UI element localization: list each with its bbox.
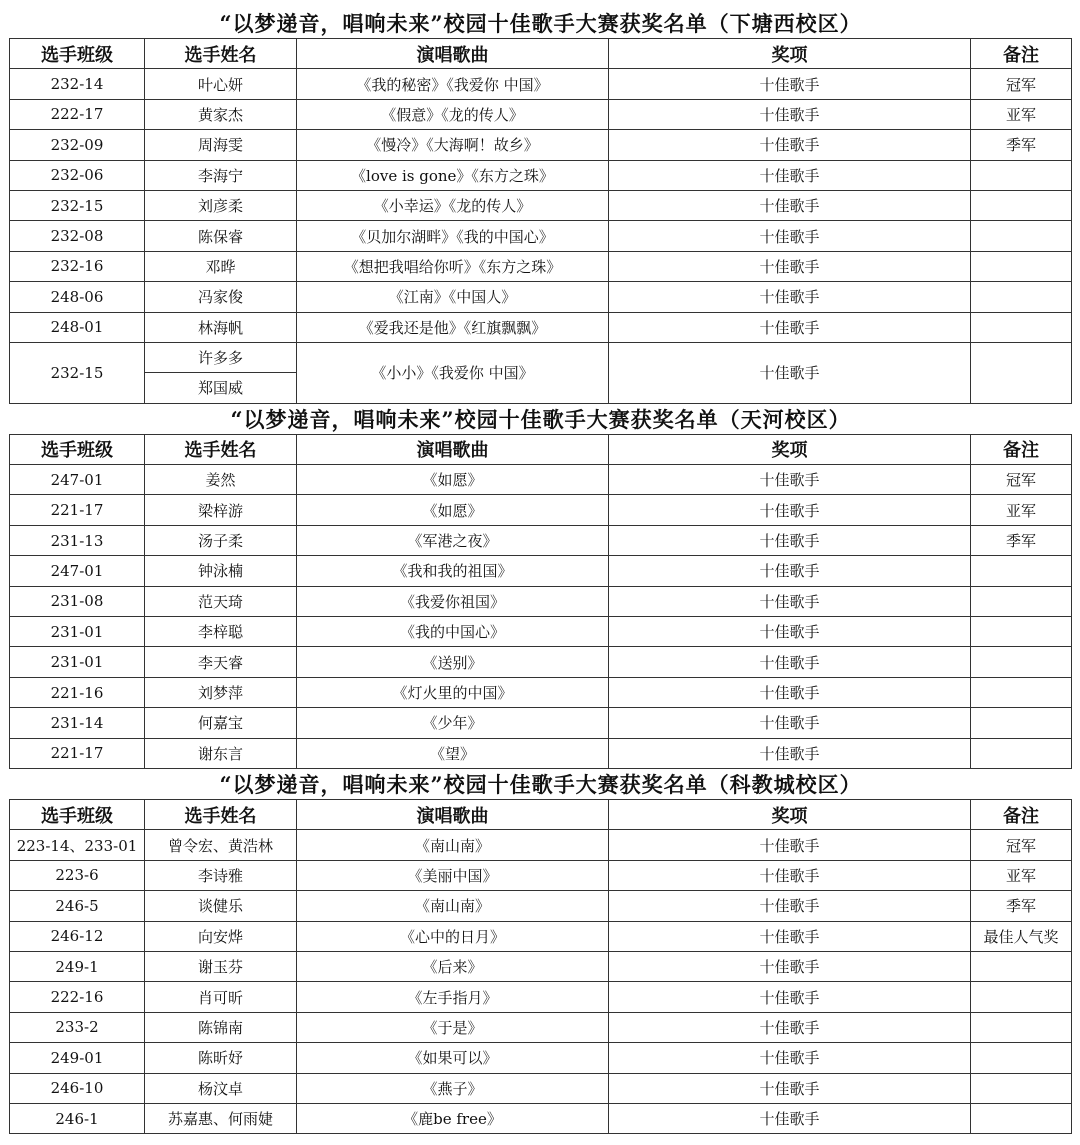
cell-songs: 《想把我唱给你听》《东方之珠》 [297, 251, 609, 281]
cell-name: 黄家杰 [145, 99, 297, 129]
cell-name: 陈保睿 [145, 221, 297, 251]
cell-note [971, 677, 1072, 707]
cell-class: 232-14 [10, 69, 145, 99]
cell-songs: 《灯火里的中国》 [297, 677, 609, 707]
cell-songs: 《我的秘密》《我爱你 中国》 [297, 69, 609, 99]
cell-class: 232-08 [10, 221, 145, 251]
table-row [10, 251, 1072, 281]
cell-songs: 《小幸运》《龙的传人》 [297, 190, 609, 220]
cell-note [971, 1012, 1072, 1042]
cell-award: 十佳歌手 [609, 190, 971, 220]
cell-note [971, 190, 1072, 220]
column-header-name: 选手姓名 [145, 39, 297, 69]
cell-class: 247-01 [10, 556, 145, 586]
cell-class: 221-16 [10, 677, 145, 707]
table-row [10, 951, 1072, 981]
cell-songs: 《南山南》 [297, 830, 609, 860]
cell-class: 223-6 [10, 860, 145, 890]
table-row [10, 1043, 1072, 1073]
cell-note [971, 282, 1072, 312]
cell-class: 232-15 [10, 342, 145, 403]
cell-note [971, 1043, 1072, 1073]
cell-award: 十佳歌手 [609, 708, 971, 738]
cell-award: 十佳歌手 [609, 69, 971, 99]
cell-class: 247-01 [10, 465, 145, 495]
cell-note [971, 1073, 1072, 1103]
section-title: “以梦递音，唱响未来”校园十佳歌手大赛获奖名单（下塘西校区） [10, 8, 1072, 39]
cell-award: 十佳歌手 [609, 1103, 971, 1133]
award-table-body [10, 8, 1072, 1134]
cell-note [971, 160, 1072, 190]
cell-class: 232-09 [10, 130, 145, 160]
cell-name: 向安烨 [145, 921, 297, 951]
cell-class: 233-2 [10, 1012, 145, 1042]
cell-note: 冠军 [971, 69, 1072, 99]
cell-award: 十佳歌手 [609, 525, 971, 555]
table-row [10, 1012, 1072, 1042]
cell-award: 十佳歌手 [609, 860, 971, 890]
cell-award: 十佳歌手 [609, 312, 971, 342]
column-header-songs: 演唱歌曲 [297, 39, 609, 69]
table-row [10, 921, 1072, 951]
cell-name: 谢玉芬 [145, 951, 297, 981]
cell-class: 231-01 [10, 617, 145, 647]
table-row [10, 586, 1072, 616]
cell-note: 冠军 [971, 830, 1072, 860]
column-header-class: 选手班级 [10, 799, 145, 829]
cell-note: 冠军 [971, 465, 1072, 495]
cell-name: 钟泳楠 [145, 556, 297, 586]
cell-class: 246-12 [10, 921, 145, 951]
table-row [10, 738, 1072, 768]
cell-songs: 《小小》《我爱你 中国》 [297, 342, 609, 403]
cell-note: 季军 [971, 525, 1072, 555]
cell-songs: 《假意》《龙的传人》 [297, 99, 609, 129]
cell-award: 十佳歌手 [609, 556, 971, 586]
table-row [10, 130, 1072, 160]
column-header-note: 备注 [971, 434, 1072, 464]
cell-award: 十佳歌手 [609, 99, 971, 129]
section-title-row [10, 768, 1072, 799]
cell-songs: 《我和我的祖国》 [297, 556, 609, 586]
table-row [10, 69, 1072, 99]
cell-class: 232-06 [10, 160, 145, 190]
cell-class: 222-16 [10, 982, 145, 1012]
cell-note [971, 586, 1072, 616]
cell-note [971, 617, 1072, 647]
cell-class: 221-17 [10, 738, 145, 768]
cell-songs: 《鹿be free》 [297, 1103, 609, 1133]
cell-name: 刘梦萍 [145, 677, 297, 707]
section-title: “以梦递音，唱响未来”校园十佳歌手大赛获奖名单（科教城校区） [10, 768, 1072, 799]
header-row [10, 799, 1072, 829]
cell-name: 郑国威 [145, 373, 297, 403]
cell-note: 季军 [971, 891, 1072, 921]
cell-songs: 《少年》 [297, 708, 609, 738]
cell-name: 李天睿 [145, 647, 297, 677]
cell-name: 邓晔 [145, 251, 297, 281]
cell-class: 232-15 [10, 190, 145, 220]
column-header-name: 选手姓名 [145, 799, 297, 829]
cell-award: 十佳歌手 [609, 951, 971, 981]
cell-class: 231-14 [10, 708, 145, 738]
cell-class: 231-01 [10, 647, 145, 677]
cell-note [971, 951, 1072, 981]
cell-songs: 《爱我还是他》《红旗飘飘》 [297, 312, 609, 342]
cell-songs: 《于是》 [297, 1012, 609, 1042]
cell-note: 亚军 [971, 860, 1072, 890]
cell-award: 十佳歌手 [609, 495, 971, 525]
cell-note [971, 251, 1072, 281]
cell-name: 肖可昕 [145, 982, 297, 1012]
cell-award: 十佳歌手 [609, 891, 971, 921]
cell-note [971, 647, 1072, 677]
table-row [10, 312, 1072, 342]
cell-award: 十佳歌手 [609, 251, 971, 281]
table-row [10, 495, 1072, 525]
cell-class: 248-06 [10, 282, 145, 312]
column-header-award: 奖项 [609, 39, 971, 69]
column-header-award: 奖项 [609, 799, 971, 829]
cell-note: 亚军 [971, 99, 1072, 129]
cell-name: 梁梓游 [145, 495, 297, 525]
cell-award: 十佳歌手 [609, 282, 971, 312]
cell-songs: 《南山南》 [297, 891, 609, 921]
cell-award: 十佳歌手 [609, 221, 971, 251]
cell-award: 十佳歌手 [609, 921, 971, 951]
cell-award: 十佳歌手 [609, 830, 971, 860]
cell-class: 249-1 [10, 951, 145, 981]
table-row [10, 465, 1072, 495]
table-row [10, 556, 1072, 586]
cell-songs: 《如果可以》 [297, 1043, 609, 1073]
table-row [10, 708, 1072, 738]
cell-songs: 《送别》 [297, 647, 609, 677]
cell-award: 十佳歌手 [609, 738, 971, 768]
cell-name: 谈健乐 [145, 891, 297, 921]
cell-award: 十佳歌手 [609, 647, 971, 677]
cell-note: 最佳人气奖 [971, 921, 1072, 951]
table-row [10, 221, 1072, 251]
cell-note [971, 708, 1072, 738]
table-row [10, 99, 1072, 129]
cell-award: 十佳歌手 [609, 586, 971, 616]
cell-note [971, 738, 1072, 768]
column-header-award: 奖项 [609, 434, 971, 464]
column-header-songs: 演唱歌曲 [297, 434, 609, 464]
cell-name: 陈锦南 [145, 1012, 297, 1042]
header-row [10, 434, 1072, 464]
cell-award: 十佳歌手 [609, 617, 971, 647]
cell-class: 222-17 [10, 99, 145, 129]
section-title: “以梦递音，唱响未来”校园十佳歌手大赛获奖名单（天河校区） [10, 403, 1072, 434]
cell-class: 249-01 [10, 1043, 145, 1073]
column-header-class: 选手班级 [10, 39, 145, 69]
cell-songs: 《慢冷》《大海啊！故乡》 [297, 130, 609, 160]
cell-note [971, 312, 1072, 342]
cell-name: 李梓聪 [145, 617, 297, 647]
column-header-note: 备注 [971, 39, 1072, 69]
cell-songs: 《燕子》 [297, 1073, 609, 1103]
cell-name: 李诗雅 [145, 860, 297, 890]
cell-name: 冯家俊 [145, 282, 297, 312]
cell-class: 221-17 [10, 495, 145, 525]
cell-class: 246-1 [10, 1103, 145, 1133]
cell-name: 周海雯 [145, 130, 297, 160]
cell-name: 陈昕妤 [145, 1043, 297, 1073]
cell-name: 李海宁 [145, 160, 297, 190]
cell-note: 亚军 [971, 495, 1072, 525]
table-row [10, 891, 1072, 921]
cell-award: 十佳歌手 [609, 982, 971, 1012]
cell-name: 许多多 [145, 342, 297, 372]
column-header-class: 选手班级 [10, 434, 145, 464]
cell-name: 范天琦 [145, 586, 297, 616]
cell-name: 苏嘉惠、何雨婕 [145, 1103, 297, 1133]
cell-class: 246-10 [10, 1073, 145, 1103]
cell-name: 谢东言 [145, 738, 297, 768]
cell-award: 十佳歌手 [609, 677, 971, 707]
cell-class: 232-16 [10, 251, 145, 281]
table-row [10, 1073, 1072, 1103]
cell-songs: 《军港之夜》 [297, 525, 609, 555]
cell-name: 林海帆 [145, 312, 297, 342]
cell-songs: 《左手指月》 [297, 982, 609, 1012]
table-row [10, 830, 1072, 860]
cell-class: 231-13 [10, 525, 145, 555]
cell-class: 223-14、233-01 [10, 830, 145, 860]
cell-name: 姜然 [145, 465, 297, 495]
cell-songs: 《心中的日月》 [297, 921, 609, 951]
column-header-songs: 演唱歌曲 [297, 799, 609, 829]
cell-songs: 《如愿》 [297, 495, 609, 525]
cell-name: 杨汶卓 [145, 1073, 297, 1103]
award-table [9, 8, 1072, 1134]
cell-note [971, 556, 1072, 586]
cell-note [971, 1103, 1072, 1133]
cell-songs: 《美丽中国》 [297, 860, 609, 890]
cell-note: 季军 [971, 130, 1072, 160]
cell-award: 十佳歌手 [609, 130, 971, 160]
table-row [10, 160, 1072, 190]
cell-note [971, 221, 1072, 251]
cell-class: 246-5 [10, 891, 145, 921]
cell-songs: 《望》 [297, 738, 609, 768]
cell-songs: 《我的中国心》 [297, 617, 609, 647]
cell-name: 何嘉宝 [145, 708, 297, 738]
section-title-row [10, 8, 1072, 39]
cell-award: 十佳歌手 [609, 1043, 971, 1073]
cell-name: 叶心妍 [145, 69, 297, 99]
cell-class: 248-01 [10, 312, 145, 342]
table-row [10, 342, 1072, 372]
header-row [10, 39, 1072, 69]
cell-award: 十佳歌手 [609, 1073, 971, 1103]
table-row [10, 1103, 1072, 1133]
cell-songs: 《我爱你祖国》 [297, 586, 609, 616]
award-spreadsheet [9, 8, 1071, 1134]
cell-songs: 《江南》《中国人》 [297, 282, 609, 312]
cell-songs: 《后来》 [297, 951, 609, 981]
column-header-name: 选手姓名 [145, 434, 297, 464]
table-row [10, 525, 1072, 555]
cell-award: 十佳歌手 [609, 342, 971, 403]
table-row [10, 982, 1072, 1012]
section-title-row [10, 403, 1072, 434]
cell-songs: 《love is gone》《东方之珠》 [297, 160, 609, 190]
cell-note [971, 342, 1072, 403]
table-row [10, 677, 1072, 707]
cell-class: 231-08 [10, 586, 145, 616]
table-row [10, 282, 1072, 312]
cell-award: 十佳歌手 [609, 1012, 971, 1042]
table-row [10, 617, 1072, 647]
cell-songs: 《如愿》 [297, 465, 609, 495]
cell-name: 汤子柔 [145, 525, 297, 555]
cell-note [971, 982, 1072, 1012]
table-row [10, 190, 1072, 220]
cell-award: 十佳歌手 [609, 465, 971, 495]
column-header-note: 备注 [971, 799, 1072, 829]
cell-songs: 《贝加尔湖畔》《我的中国心》 [297, 221, 609, 251]
table-row [10, 860, 1072, 890]
cell-name: 曾令宏、黄浩林 [145, 830, 297, 860]
table-row [10, 647, 1072, 677]
cell-name: 刘彦柔 [145, 190, 297, 220]
cell-award: 十佳歌手 [609, 160, 971, 190]
